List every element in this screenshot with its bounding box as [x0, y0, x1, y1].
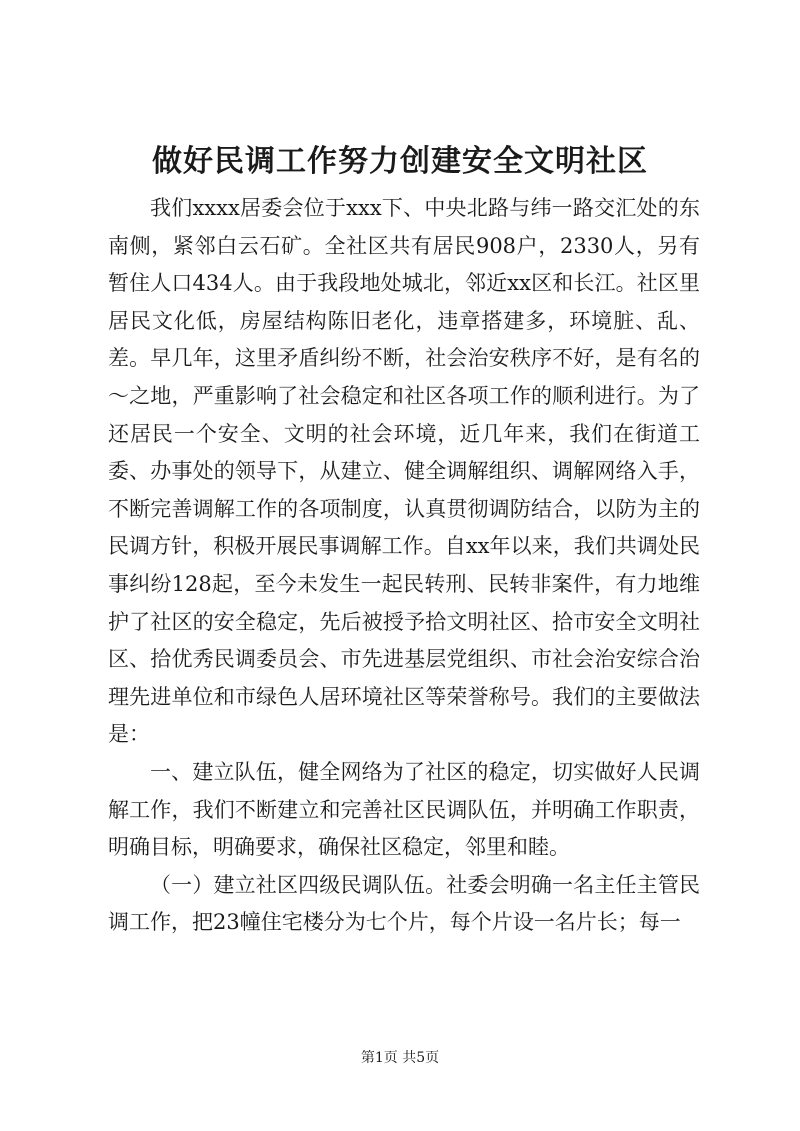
paragraph-intro: 我们xxxx居委会位于xxx下、中央北路与纬一路交汇处的东南侧，紧邻白云石矿。全社区共有居民908户，2330人，另有暂住人口434人。由于我段地处城北，邻近xx区和长江。社区里居民文化低，房屋结构陈旧老化，违章搭建多，环境脏、乱、差。早几年，这里矛盾纠纷不断，社会治安秩序不好，是有名的～之地，严重影响了社会稳定和社区各项工作的顺利进行。为了还居民一个安全、文明的社会环境，近几年来，我们在街道工委、办事处的领导下，从建立、健全调解组织、调解网络入手，不断完善调解工作的各项制度，认真贯彻调防结合，以防为主的民调方针，积极开展民事调解工作。自xx年以来，我们共调处民事纠纷128起，至今未发生一起民转刑、民转非案件，有力地维护了社区的安全稳定，先后被授予拾文明社区、拾市安全文明社区、拾优秀民调委员会、市先进基层党组织、市社会治安综合治理先进单位和市绿色人居环境社区等荣誉称号。我们的主要做法是：: [108, 196, 700, 747]
document-title: 做好民调工作努力创建安全文明社区: [152, 144, 648, 179]
page-number-footer: 第1页 共5页: [360, 1050, 440, 1066]
document-body: [108, 190, 700, 942]
paragraph-subsection-one: （一）建立社区四级民调队伍。社委会明确一名主任主管民调工作，把23幢住宅楼分为七个片，每个片设一名片长；每一: [108, 872, 700, 935]
paragraph-section-one: 一、建立队伍，健全网络为了社区的稳定，切实做好人民调解工作，我们不断建立和完善社区民调队伍，并明确工作职责，明确目标，明确要求，确保社区稳定，邻里和睦。: [108, 759, 700, 860]
